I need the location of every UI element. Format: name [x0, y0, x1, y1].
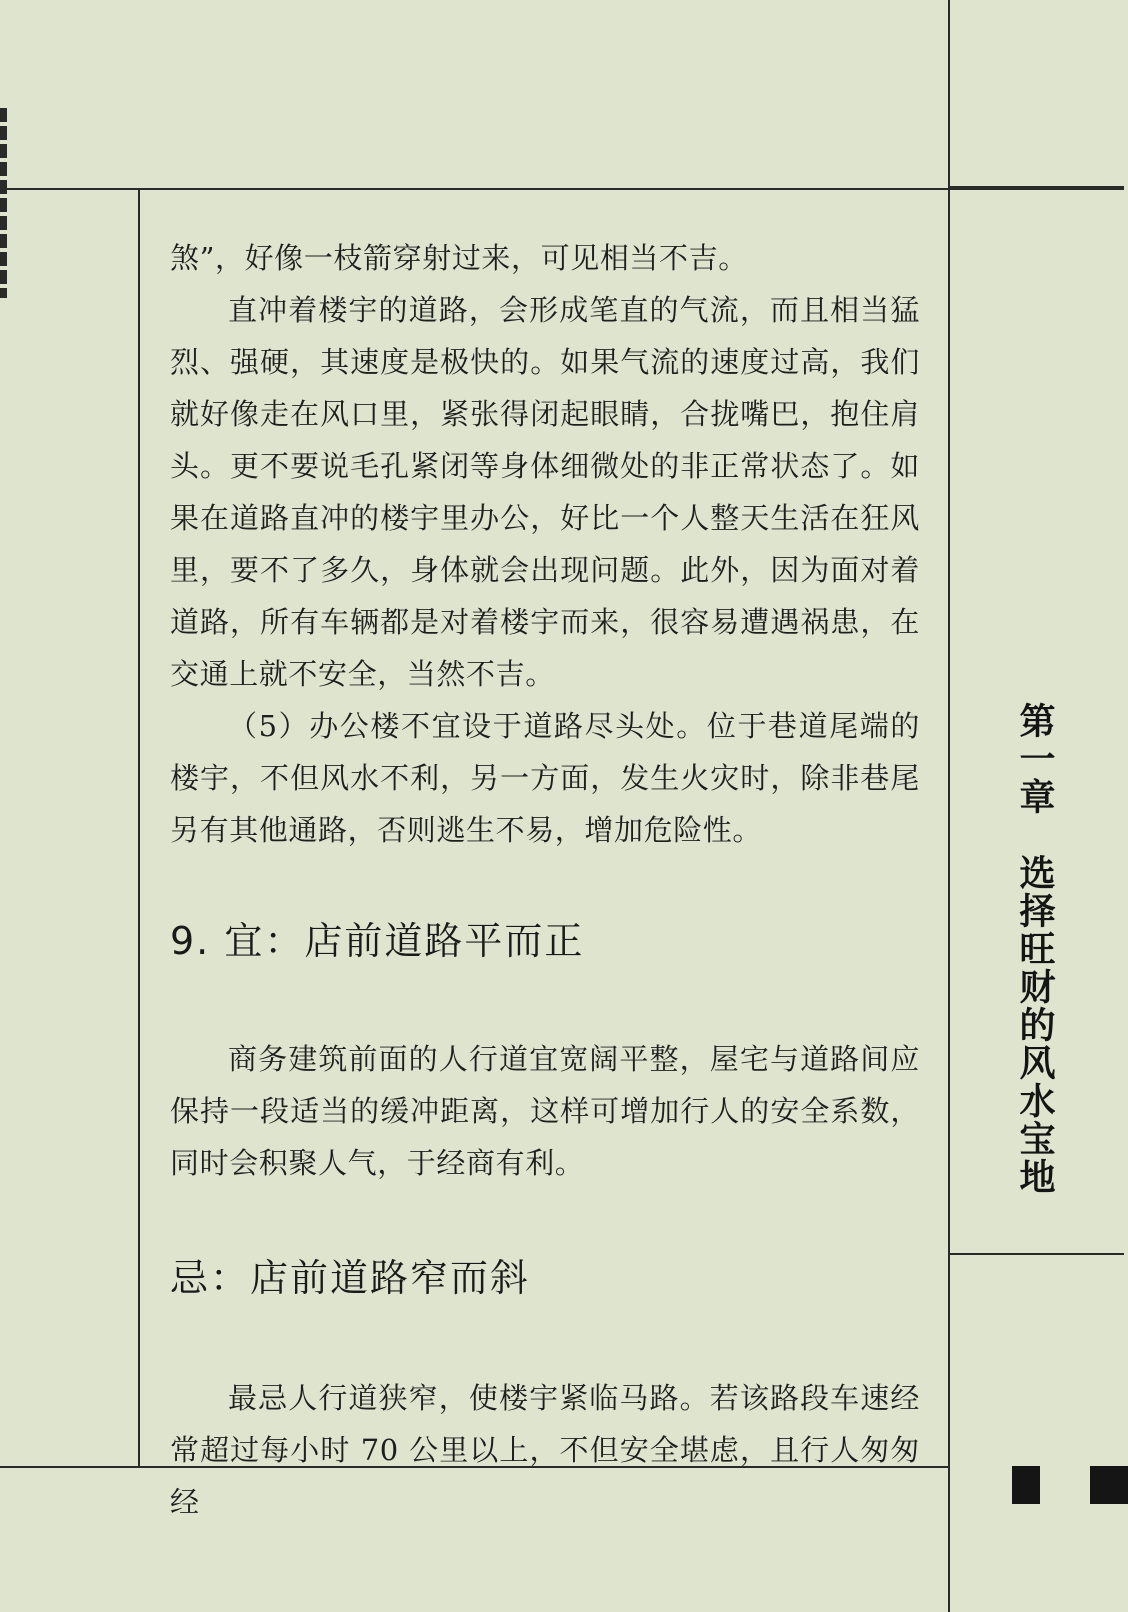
thumb-index-mark-left [1012, 1466, 1040, 1504]
paragraph-wide-sidewalk: 商务建筑前面的人行道宜宽阔平整，屋宅与道路间应保持一段适当的缓冲距离，这样可增加行人的安全系数，同时会积聚人气，于经商有利。 [170, 1042, 920, 1180]
thumb-index-mark-right [1090, 1466, 1128, 1504]
right-frame-rule [948, 0, 950, 1612]
paragraph-airflow: 直冲着楼宇的道路，会形成笔直的气流，而且相当猛烈、强硬，其速度是极快的。如果气流的速度过高，我们就好像走在风口里，紧张得闭起眼睛，合拢嘴巴，抱住肩头。更不要说毛孔紧闭等身体细微处的非正常状态了。如果在道路直冲的楼宇里办公，好比一个人整天生活在狂风里，要不了多久，身体就会出现问题。此外，因为面对着道路，所有车辆都是对着楼宇而来，很容易遭遇祸患，在交通上就不安全，当然不吉。 [170, 293, 920, 691]
paragraph-dead-end: （5）办公楼不宜设于道路尽头处。位于巷道尾端的楼宇，不但风水不利，另一方面，发生火灾时，除非巷尾另有其他通路，否则逃生不易，增加危险性。 [170, 709, 920, 847]
left-frame-rule [138, 188, 140, 1468]
sidebar-top-rule [948, 186, 1124, 188]
section-heading-favorable: 9. 宜：店前道路平而正 [170, 919, 585, 963]
section-heading-taboo: 忌：店前道路窄而斜 [170, 1256, 531, 1300]
top-rule [0, 188, 1124, 190]
sidebar-bottom-rule [950, 1253, 1124, 1255]
paragraph-continued: 煞”，好像一枝箭穿射过来，可见相当不吉。 [170, 241, 748, 275]
body-text [170, 232, 920, 1528]
binding-edge-mark [0, 108, 7, 298]
paragraph-narrow-sidewalk: 最忌人行道狭窄，使楼宇紧临马路。若该路段车速经常超过每小时 70 公里以上，不但安全堪虑，且行人匆匆经 [170, 1381, 920, 1519]
chapter-title-vertical: 第一章 选择旺财的风水宝地 [1014, 702, 1055, 1196]
